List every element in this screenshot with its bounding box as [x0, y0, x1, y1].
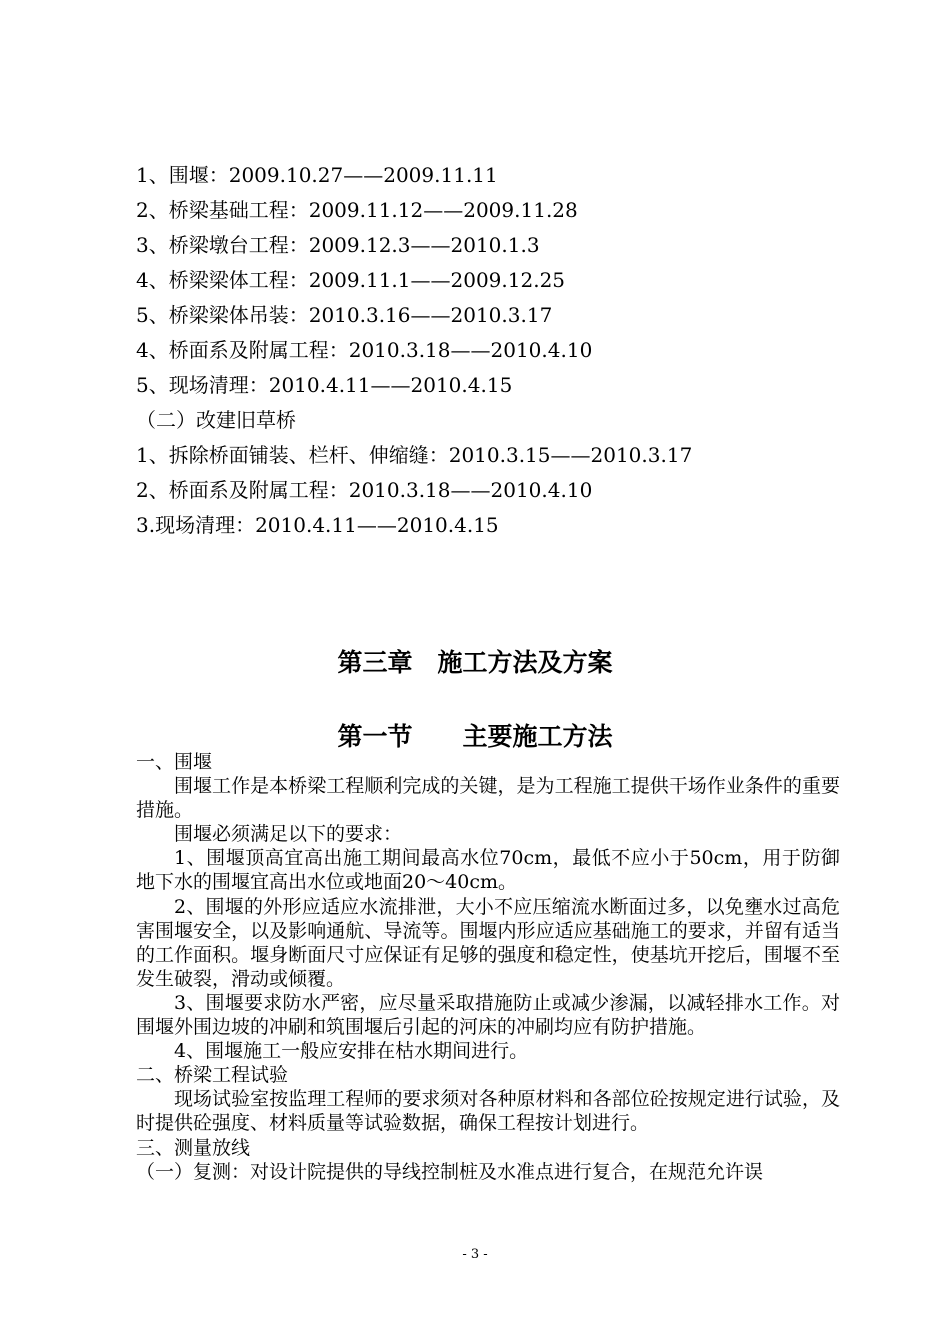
schedule-item: 1、拆除桥面铺装、栏杆、伸缩缝：2010.3.15——2010.3.17	[136, 443, 693, 467]
schedule-item: 2、桥梁基础工程：2009.11.12——2009.11.28	[136, 198, 578, 222]
section-title: 第一节 主要施工方法	[337, 722, 613, 751]
schedule-subheading: （二）改建旧草桥	[136, 408, 296, 432]
heading-bridge-testing: 二、桥梁工程试验	[136, 1064, 289, 1087]
paragraph: 4、围堰施工一般应安排在枯水期间进行。	[174, 1040, 529, 1063]
page-number: - 3 -	[462, 1247, 488, 1262]
schedule-item: 1、围堰：2009.10.27——2009.11.11	[136, 163, 498, 187]
heading-survey: 三、测量放线	[136, 1136, 251, 1159]
schedule-item: 3、桥梁墩台工程：2009.12.3——2010.1.3	[136, 233, 540, 257]
chapter-title: 第三章 施工方法及方案	[337, 648, 613, 677]
paragraph: 2、围堰的外形应适应水流排泄，大小不应压缩流水断面过多，以免壅水过高危害围堰安全，以及影响通航、导流等。围堰内形应适应基础施工的要求，并留有适当的工作面积。堰身断面尺寸应保证有足够的强度和稳定性，使基坑开挖后，围堰不至发生破裂，滑动或倾覆。	[136, 895, 840, 990]
schedule-item: 4、桥梁梁体工程：2009.11.1——2009.12.25	[136, 268, 566, 292]
schedule-item: 4、桥面系及附属工程：2010.3.18——2010.4.10	[136, 338, 593, 362]
paragraph: 围堰工作是本桥梁工程顺利完成的关键，是为工程施工提供干场作业条件的重要措施。	[136, 775, 840, 822]
paragraph: （一）复测：对设计院提供的导线控制桩及水准点进行复合，在规范允许误	[136, 1160, 764, 1183]
paragraph: 现场试验室按监理工程师的要求须对各种原材料和各部位砼按规定进行试验，及时提供砼强度、材料质量等试验数据，确保工程按计划进行。	[136, 1088, 840, 1135]
paragraph: 1、围堰顶高宜高出施工期间最高水位70cm，最低不应小于50cm，用于防御地下水的围堰宜高出水位或地面20～40cm。	[136, 847, 840, 894]
schedule-item: 3.现场清理：2010.4.11——2010.4.15	[136, 513, 499, 537]
schedule-item: 5、桥梁梁体吊装：2010.3.16——2010.3.17	[136, 303, 553, 327]
heading-cofferdam: 一、围堰	[136, 751, 213, 773]
body-text	[136, 750, 840, 1184]
paragraph: 围堰必须满足以下的要求：	[174, 823, 403, 846]
schedule-item: 2、桥面系及附属工程：2010.3.18——2010.4.10	[136, 478, 593, 502]
paragraph: 3、围堰要求防水严密，应尽量采取措施防止或减少渗漏，以减轻排水工作。对围堰外围边坡的冲刷和筑围堰后引起的河床的冲刷均应有防护措施。	[136, 991, 840, 1039]
schedule-item: 5、现场清理：2010.4.11——2010.4.15	[136, 373, 513, 397]
